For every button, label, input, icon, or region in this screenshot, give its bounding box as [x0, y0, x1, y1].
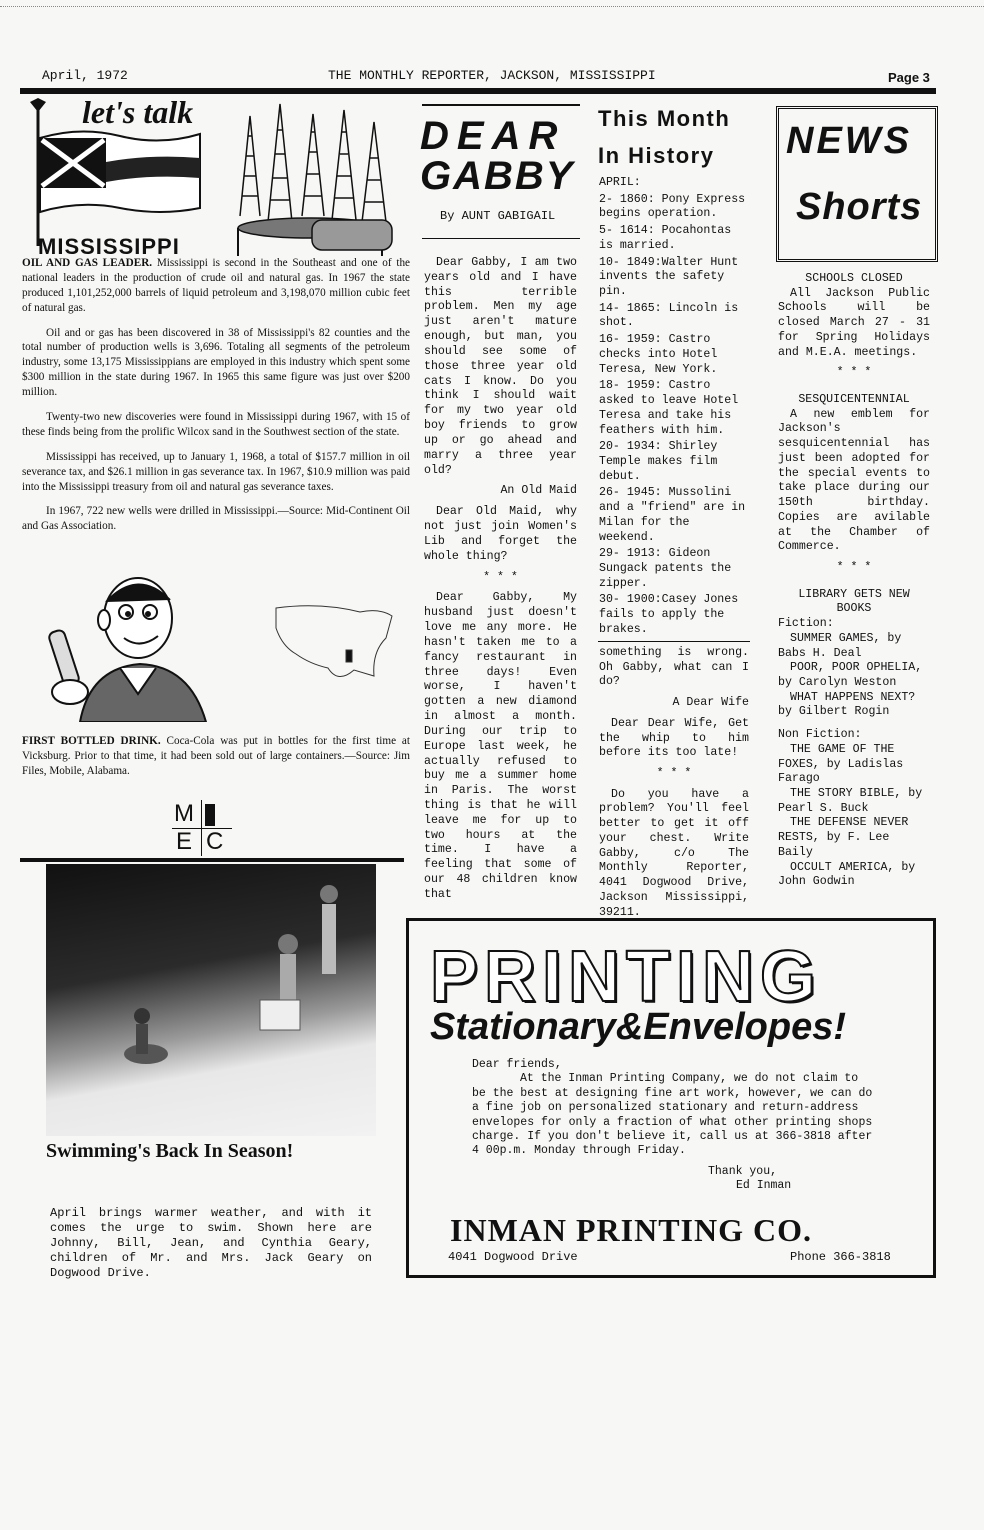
history-entry: 2- 1860: Pony Express begins operation.: [599, 192, 746, 221]
history-title-line-2: In History: [598, 143, 715, 169]
letter-signer: Ed Inman: [736, 1179, 792, 1192]
swimming-headline: Swimming's Back In Season!: [46, 1140, 294, 1162]
section-rule: [20, 858, 404, 862]
book-item: SUMMER GAMES, by Babs H. Deal: [778, 631, 902, 660]
oil-paragraph-1: Mississippi is second in the Southeast and one of the national leaders in the production of crude oil and natural gas. In 1967 the state produced 1,101,252,000 barrels of liquid petroleum and 3,198,070 million cubic feet of natural gas.: [22, 257, 411, 314]
gabby-title-line-2: GABBY: [420, 154, 575, 198]
dear-gabby-title: [420, 116, 574, 196]
history-title-line-1: This Month: [598, 106, 731, 131]
history-entry: 30- 1900:Casey Jones fails to apply the brakes.: [599, 593, 739, 636]
printing-letter: [472, 1058, 876, 1193]
letter-thanks: Thank you,: [708, 1164, 778, 1178]
shorts-separator: * * *: [836, 560, 872, 574]
history-entry: 18- 1959: Castro asked to leave Hotel Teresa and take his feathers with him.: [599, 379, 739, 437]
gabby-reply-2: Dear Dear Wife, Get the whip to him before its too late!: [599, 716, 749, 760]
page-number: Page 3: [888, 70, 930, 85]
gabby-title-line-1: DEAR: [420, 114, 566, 158]
gabby-top-rule: [422, 104, 580, 106]
coke-text: Coca-Cola was put in bottles for the first time at Vicksburg. Prior to that time, it had been sold out of large containers.—Source: Jim Files, Mobile, Alabama.: [22, 735, 410, 777]
history-entry: 20- 1934: Shirley Temple makes film debut.: [599, 440, 718, 483]
oil-paragraph-5: In 1967, 722 new wells were drilled in Mississippi.—Source: Mid-Continent Oil and Gas Association.: [22, 505, 410, 533]
oil-paragraph-2: Oil and or gas has been discovered in 38 of Mississippi's 82 counties and the total number of production wells is 3,696. Totaling all segments of the petroleum industry, some 13,175 Mississippians are employed in this industry which spent some $300 million in the state during 1967. In 1965 this same figure was just over $200 million.: [22, 326, 410, 399]
printing-subhead: Stationary&Envelopes!: [430, 1006, 846, 1048]
gabby-separator: * * *: [483, 570, 518, 584]
history-entry: 10- 1849:Walter Hunt invents the safety pin.: [599, 255, 739, 299]
printing-phone: Phone 366-3818: [790, 1250, 891, 1264]
mississippi-heading: MISSISSIPPI: [38, 234, 180, 259]
swimming-caption: April brings warmer weather, and with it comes the urge to swim. Shown here are Johnny, Bill, Jean, and Cynthia Geary, children of Mr. and Mrs. Jack Geary on Dogwood Drive.: [50, 1206, 372, 1280]
printing-headline: PRINTING: [430, 937, 823, 1017]
history-list: [599, 176, 749, 640]
news-shorts-title-2: Shorts: [796, 186, 923, 228]
news-shorts-title-1: NEWS: [786, 120, 912, 162]
gabby-signature-1: An Old Maid: [500, 484, 577, 498]
letter-salutation: Dear friends,: [472, 1058, 562, 1071]
cartoon-man-icon: [48, 578, 206, 722]
swimmers-image: [46, 864, 376, 1136]
history-rule: [598, 641, 750, 642]
history-entry: 5- 1614: Pocahontas is married.: [599, 224, 732, 252]
mec-logo-e: E: [176, 828, 193, 855]
history-month: APRIL:: [599, 176, 641, 189]
oil-lead: OIL AND GAS LEADER.: [22, 257, 153, 269]
library-headline: LIBRARY GETS NEW BOOKS: [798, 587, 910, 616]
mec-logo: [172, 800, 236, 856]
gabby-letter-2-continued: something is wrong. Oh Gabby, what can I do?: [599, 646, 749, 689]
shorts-separator: * * *: [836, 366, 872, 380]
history-entry: 29- 1913: Gideon Sungack patents the zipper.: [599, 547, 732, 590]
coca-cola-article: [22, 734, 410, 789]
letter-body: At the Inman Printing Company, we do not claim to be the best at designing fine art work, however, we can do a fine job on personalized stationary and return-address envelopes for only a fraction of what other printing shops charge. If you don't believe it, call us at 366-3818 after 4 00p.m. Monday through Friday.: [472, 1072, 873, 1158]
oil-paragraph-3: Twenty-two new discoveries were found in Mississippi during 1967, with 15 of these finds being from the prolific Wilcox sand in the Southwest section of the state.: [22, 411, 410, 438]
printing-company-name: INMAN PRINTING CO.: [450, 1212, 812, 1248]
news-shorts-body: [778, 272, 930, 890]
history-title: [598, 100, 730, 175]
gabby-separator: * * *: [656, 767, 692, 781]
book-item: OCCULT AMERICA, by John Godwin: [778, 860, 916, 889]
gabby-column: [424, 256, 577, 909]
history-entry: 14- 1865: Lincoln is shot.: [599, 301, 739, 330]
issue-date: April, 1972: [42, 68, 128, 83]
gabby-byline: By AUNT GABIGAIL: [440, 209, 556, 223]
oil-paragraph-4: Mississippi has received, up to January 1, 1968, a total of $157.7 million in oil severance tax, and $26.1 million in gas severance tax. In 1967, $10.9 million was paid into the Mississippi treasury from oil and natural gas severance taxes.: [22, 450, 410, 493]
oil-derrick-icons: [238, 104, 392, 256]
nonfiction-label: Non Fiction:: [778, 728, 862, 742]
schools-text: All Jackson Public Schools will be closed March 27 - 31 for Spring Holidays and M.E.A. meetings.: [778, 286, 930, 359]
book-item: POOR, POOR OPHELIA, by Carolyn Weston: [778, 661, 923, 689]
mississippi-oil-illustration: [20, 96, 400, 256]
mec-logo-c: C: [206, 828, 224, 855]
newspaper-title: THE MONTHLY REPORTER, JACKSON, MISSISSIPPI: [328, 68, 656, 83]
top-border: [0, 6, 984, 7]
history-entry: 26- 1945: Mussolini and a "friend" are in Milan for the weekend.: [599, 486, 746, 544]
oil-gas-article: [22, 256, 410, 544]
swimming-photo: [46, 864, 376, 1136]
coca-cola-cartoon: [20, 572, 410, 722]
gabby-column-continued: [599, 646, 749, 926]
gabby-signature-2: A Dear Wife: [672, 696, 749, 710]
gabby-letter-2: Dear Gabby, My husband just doesn't love me any more. He hasn't taken me to a fancy restaurant in three days! Even worse, I haven't gotten a new diamond in almost a month. During our trip to Europe last week, he actually refused to buy me a summer home in Paris. The worst thing is that he will leave me for up to two hours at the time. I have a feeling that some of our 48 children know that: [424, 591, 577, 901]
book-item: WHAT HAPPENS NEXT? by Gilbert Rogin: [778, 690, 916, 719]
fiction-label: Fiction:: [778, 617, 834, 631]
gabby-byline-rule: [422, 238, 580, 239]
coke-lead: FIRST BOTTLED DRINK.: [22, 735, 161, 747]
us-map-icon: [276, 606, 392, 677]
schools-headline: SCHOOLS CLOSED: [805, 272, 903, 285]
lets-talk-heading: let's talk: [82, 94, 194, 130]
gabby-closing: Do you have a problem? You'll feel better to get it off your chest. Write Gabby, c/o The Monthly Reporter, 4041 Dogwood Drive, Jackson Mississippi, 39211.: [599, 787, 749, 919]
mississippi-shape-icon: [205, 804, 215, 826]
book-item: THE STORY BIBLE, by Pearl S. Buck: [778, 787, 923, 815]
sesqui-text: A new emblem for Jackson's sesquicentennial has just been adopted for the special events to take place during our 150th birthday. Copies are avilable at the Chamber of Commerce.: [778, 407, 930, 554]
printing-address: 4041 Dogwood Drive: [448, 1250, 578, 1264]
book-item: THE GAME OF THE FOXES, by Ladislas Farago: [778, 742, 904, 786]
gabby-letter-1: Dear Gabby, I am two years old and I have this terrible problem. Men my age just aren't mature enough, but man, you should see some of those three year old cats I know. Do you think I should wait for my two year old boy friends to grow up or go ahead and marry a three year old?: [424, 256, 577, 477]
mec-logo-m: M: [174, 800, 194, 827]
sesqui-headline: SESQUICENTENNIAL: [798, 393, 910, 407]
history-entry: 16- 1959: Castro checks into Hotel Teresa, New York.: [599, 333, 718, 376]
book-item: THE DEFENSE NEVER RESTS, by F. Lee Baily: [778, 816, 909, 859]
gabby-reply-1: Dear Old Maid, why not just join Women's Lib and forget the whole thing?: [424, 505, 577, 563]
